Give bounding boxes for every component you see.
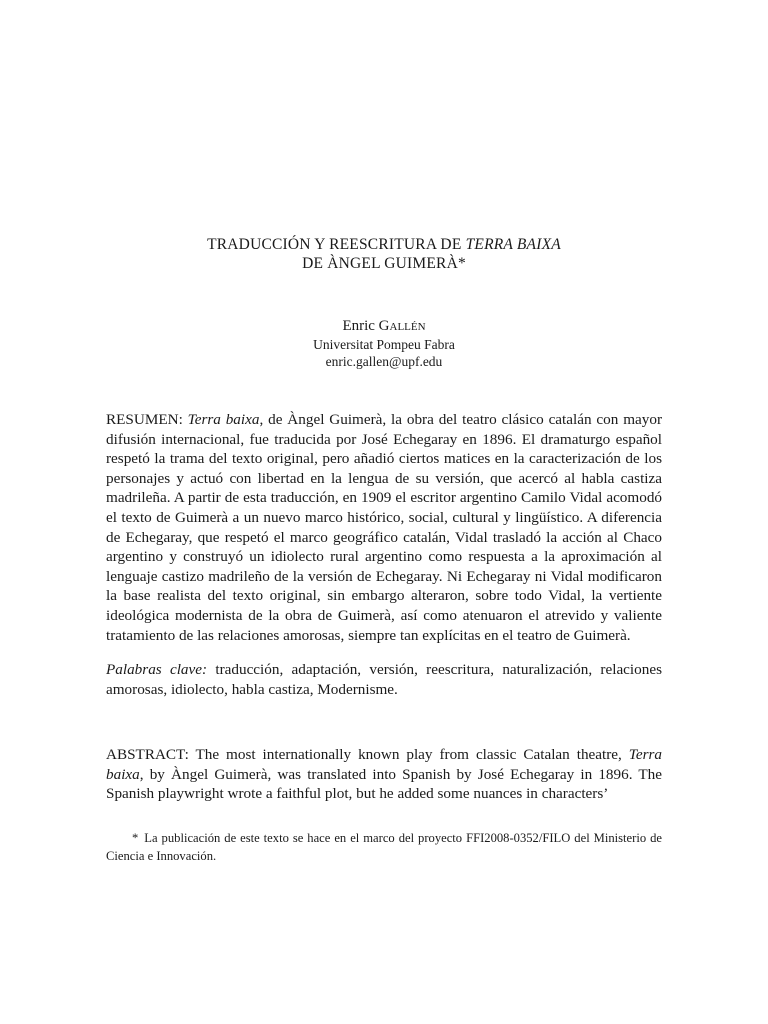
abstract-label: ABSTRACT: bbox=[106, 746, 196, 763]
footnote-mark: * bbox=[132, 831, 139, 845]
resumen-play-title: Terra baixa bbox=[187, 411, 260, 428]
author-affiliation: Universitat Pompeu Fabra bbox=[313, 337, 455, 352]
abstract-text-before: The most internationally known play from classic Catalan theatre, bbox=[195, 746, 629, 763]
resumen-text: , de Àngel Guimerà, la obra del teatro clásico catalán con mayor difusión internacional, fue traducida por José Echegaray en 1896. El dramaturgo español respetó la trama del texto original, pero añadió ciertos matices en la caracterización de los personajes y actuó con libertad en la lengua de su versión, que acercó al habla castiza madrileña. A partir de esta traducción, en 1909 el escritor argentino Camilo Vidal acomodó el texto de Guimerà a un nuevo marco histórico, social, cultural y lingüístico. A diferencia de Echegaray, que respetó el marco geográfico catalán, Vidal trasladó la acción al Chaco argentino y construyó un idiolecto rural argentino como respuesta a la aproximación al lenguaje castizo madrileño de la versión de Echegaray. Ni Echegaray ni Vidal modificaron la base realista del texto original, sin embargo alteraron, sobre todo Vidal, la vertiente ideológica modernista de la obra de Guimerà, así como atenuaron el atrevido y valiente tratamiento de las relaciones amorosas, siempre tan explícitas en el teatro de Guimerà. bbox=[106, 411, 662, 644]
author-last-name: Gallén bbox=[378, 318, 426, 334]
author-email: enric.gallen@upf.edu bbox=[325, 354, 443, 369]
abstract-text-after: , by Àngel Guimerà, was translated into Spanish by José Echegaray in 1896. The Spanish playwright wrote a faithful plot, but he added some nuances in characters’ bbox=[106, 765, 662, 803]
title-prefix: TRADUCCIÓN Y REESCRITURA DE bbox=[207, 236, 466, 253]
author-block bbox=[0, 316, 768, 370]
keywords-text: traducción, adaptación, versión, reescritura, naturalización, relaciones amorosas, idiolecto, habla castiza, Modernisme. bbox=[106, 661, 662, 698]
keywords-label: Palabras clave: bbox=[106, 661, 208, 678]
article-title bbox=[0, 235, 768, 273]
title-play-name: TERRA BAIXA bbox=[465, 236, 561, 253]
footnote bbox=[106, 830, 662, 865]
resumen-paragraph bbox=[106, 410, 662, 645]
keywords-paragraph bbox=[106, 660, 662, 699]
author-first-name: Enric bbox=[342, 318, 379, 334]
abstract-paragraph bbox=[106, 745, 662, 804]
resumen-label: RESUMEN: bbox=[106, 411, 188, 428]
author-name bbox=[0, 316, 768, 336]
article-title-line-1 bbox=[0, 235, 768, 254]
article-title-line-2: DE ÀNGEL GUIMERÀ* bbox=[302, 255, 466, 272]
abstract-play-title: Terra baixa bbox=[106, 746, 663, 783]
footnote-text: La publicación de este texto se hace en el marco del proyecto FFI2008-0352/FILO del Ministerio de Ciencia e Innovación. bbox=[106, 831, 662, 863]
